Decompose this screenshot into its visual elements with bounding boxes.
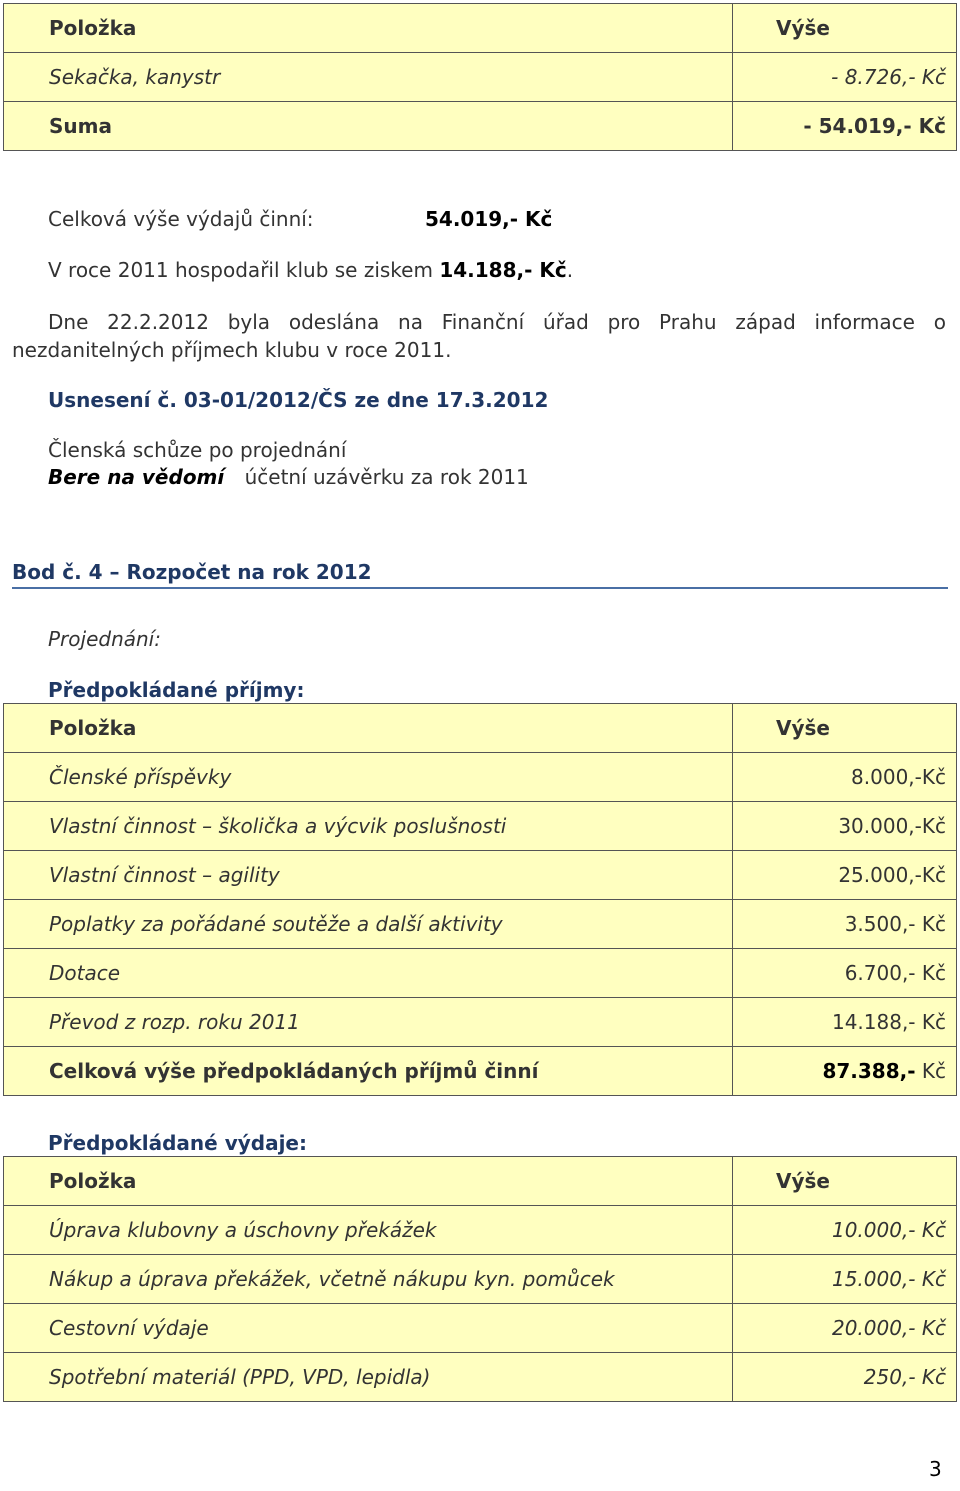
- row-amount: 8.000,-Kč: [733, 753, 957, 802]
- row-item: Vlastní činnost – agility: [4, 851, 733, 900]
- table-row-total: [4, 1047, 957, 1096]
- row-amount: [733, 1047, 957, 1096]
- table-row: [4, 802, 957, 851]
- row-amount: 3.500,- Kč: [733, 900, 957, 949]
- table-row: [4, 53, 957, 102]
- header-amount: Výše: [733, 704, 957, 753]
- section-heading: Bod č. 4 – Rozpočet na rok 2012: [12, 560, 948, 589]
- total-expenses-line: [48, 207, 314, 231]
- row-item: Sekačka, kanystr: [4, 53, 733, 102]
- row-amount: 25.000,-Kč: [733, 851, 957, 900]
- row-item: Nákup a úprava překážek, včetně nákupu kyn. pomůcek: [4, 1255, 733, 1304]
- total-expenses-value: 54.019,- Kč: [425, 207, 553, 231]
- row-item: Poplatky za pořádané soutěže a další aktivity: [4, 900, 733, 949]
- row-amount: 10.000,- Kč: [733, 1206, 957, 1255]
- total-amount-value: 87.388,-: [822, 1059, 916, 1083]
- expense-title: Předpokládané výdaje:: [48, 1131, 307, 1155]
- report-line-2: nezdanitelných příjmech klubu v roce 2011.: [12, 338, 452, 362]
- table-row: [4, 1206, 957, 1255]
- table-row: [4, 851, 957, 900]
- page-number: 3: [929, 1457, 942, 1481]
- total-expenses-label: Celková výše výdajů činní:: [48, 207, 314, 231]
- income-title: Předpokládané příjmy:: [48, 678, 305, 702]
- table-header-row: [4, 704, 957, 753]
- resolution-line-2: [48, 465, 529, 489]
- row-amount: 30.000,-Kč: [733, 802, 957, 851]
- table-row: [4, 998, 957, 1047]
- table-row: [4, 1304, 957, 1353]
- row-item: Členské příspěvky: [4, 753, 733, 802]
- row-amount: 250,- Kč: [733, 1353, 957, 1402]
- row-amount: - 54.019,- Kč: [733, 102, 957, 151]
- row-amount: 20.000,- Kč: [733, 1304, 957, 1353]
- header-amount: Výše: [733, 4, 957, 53]
- resolution-line-1: Členská schůze po projednání: [48, 438, 347, 462]
- row-item: Úprava klubovny a úschovny překážek: [4, 1206, 733, 1255]
- row-amount: 14.188,- Kč: [733, 998, 957, 1047]
- table-row: [4, 1353, 957, 1402]
- profit-dot: .: [566, 258, 574, 282]
- table-header-row: [4, 4, 957, 53]
- table-row: [4, 900, 957, 949]
- expenses-2011-table: [3, 3, 957, 151]
- resolution-subject: účetní uzávěrku za rok 2011: [244, 465, 529, 489]
- resolution-decision: Bere na vědomí: [48, 465, 225, 489]
- row-amount: - 8.726,- Kč: [733, 53, 957, 102]
- profit-line: [48, 258, 573, 282]
- total-amount-unit: Kč: [921, 1059, 946, 1083]
- table-row: [4, 753, 957, 802]
- report-line-1: Dne 22.2.2012 byla odeslána na Finanční úřad pro Prahu západ informace o: [48, 310, 946, 334]
- row-item: Cestovní výdaje: [4, 1304, 733, 1353]
- table-row-total: [4, 102, 957, 151]
- expense-table: [3, 1156, 957, 1402]
- header-amount: Výše: [733, 1157, 957, 1206]
- projednani-label: Projednání:: [48, 627, 161, 651]
- header-item: Položka: [4, 704, 733, 753]
- row-item: Celková výše předpokládaných příjmů činní: [4, 1047, 733, 1096]
- row-item: Převod z rozp. roku 2011: [4, 998, 733, 1047]
- row-item: Suma: [4, 102, 733, 151]
- row-item: Spotřební materiál (PPD, VPD, lepidla): [4, 1353, 733, 1402]
- profit-value: 14.188,- Kč: [439, 258, 567, 282]
- resolution-title: Usnesení č. 03-01/2012/ČS ze dne 17.3.2012: [48, 388, 549, 412]
- income-table: [3, 703, 957, 1096]
- row-amount: 15.000,- Kč: [733, 1255, 957, 1304]
- header-item: Položka: [4, 4, 733, 53]
- table-header-row: [4, 1157, 957, 1206]
- profit-text: V roce 2011 hospodařil klub se ziskem: [48, 258, 433, 282]
- table-row: [4, 1255, 957, 1304]
- table-row: [4, 949, 957, 998]
- row-amount: 6.700,- Kč: [733, 949, 957, 998]
- row-item: Vlastní činnost – školička a výcvik poslušnosti: [4, 802, 733, 851]
- row-item: Dotace: [4, 949, 733, 998]
- header-item: Položka: [4, 1157, 733, 1206]
